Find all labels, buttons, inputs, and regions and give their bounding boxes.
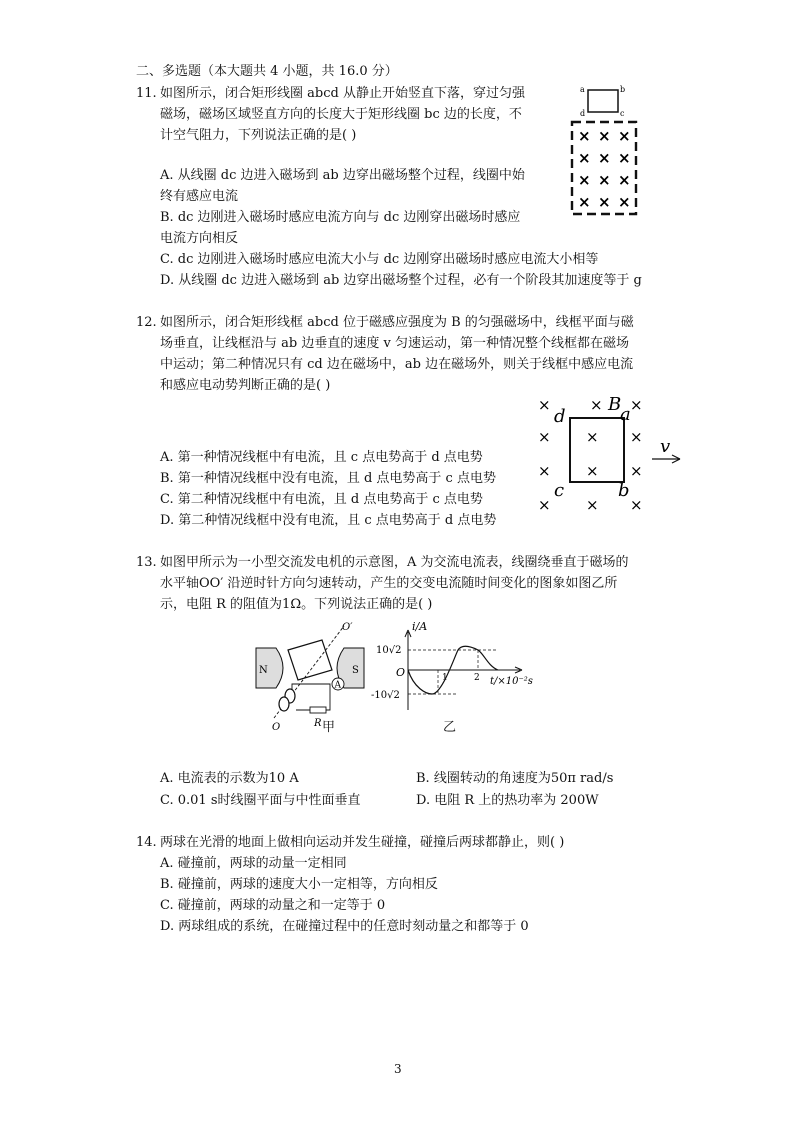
question-12-stem-line-3: 中运动；第二种情况只有 cd 边在磁场中，ab 边在磁场外，则关于线框中感应电流	[160, 357, 634, 372]
question-11-stem-line-3: 计空气阻力，下列说法正确的是( )	[160, 128, 357, 143]
question-14-stem: 两球在光滑的地面上做相向运动并发生碰撞，碰撞后两球都静止，则( )	[160, 835, 565, 850]
field-mark: ×	[618, 149, 631, 167]
question-11-stem-line-1: 如图所示，闭合矩形线圈 abcd 从静止开始竖直下落，穿过匀强	[160, 86, 525, 101]
origin-label: O	[396, 666, 406, 679]
coil	[288, 640, 332, 680]
field-mark: ×	[590, 396, 603, 414]
question-13-option-b: B. 线圈转动的角速度为50π rad/s	[416, 771, 614, 786]
field-mark: ×	[630, 428, 643, 446]
question-12-option-d: D. 第二种情况线框中没有电流，且 c 点电势高于 d 点电势	[160, 513, 497, 528]
label-b: b	[618, 480, 630, 501]
field-mark: ×	[598, 171, 611, 189]
axis-label-o-prime: O′	[342, 622, 353, 633]
label-d: d	[554, 406, 566, 427]
field-mark: ×	[630, 462, 643, 480]
field-mark: ×	[538, 462, 551, 480]
resistor	[310, 707, 326, 713]
field-mark: ×	[578, 149, 591, 167]
question-11-option-a-line-1: A. 从线圈 dc 边进入磁场到 ab 边穿出磁场整个过程，线圈中始	[160, 168, 525, 183]
question-13-stem-line-3: 示，电阻 R 的阻值为1Ω。下列说法正确的是( )	[160, 597, 433, 612]
magnet-n-label: N	[259, 665, 268, 676]
question-13-stem-line-2: 水平轴OO′ 沿逆时针方向匀速转动，产生的交变电流随时间变化的图象如图乙所	[160, 576, 618, 591]
question-13-stem-line-1: 如图甲所示为一小型交流发电机的示意图，A 为交流电流表，线圈绕垂直于磁场的	[160, 555, 629, 570]
section-header: 二、多选题（本大题共 4 小题，共 16.0 分）	[136, 64, 398, 79]
label-B: B	[608, 394, 622, 415]
question-11-option-b-line-2: 电流方向相反	[160, 231, 239, 246]
field-mark: ×	[586, 428, 599, 446]
field-mark: ×	[538, 428, 551, 446]
question-13-figure-yi	[370, 618, 545, 718]
question-11-option-b-line-1: B. dc 边刚进入磁场时感应电流方向与 dc 边刚穿出磁场时感应	[160, 210, 521, 225]
question-14-option-c: C. 碰撞前，两球的动量之和一定等于 0	[160, 898, 386, 913]
label-v: v	[660, 436, 671, 457]
question-12-figure	[530, 392, 690, 522]
coil-label-c: c	[620, 109, 625, 118]
question-14-option-b: B. 碰撞前，两球的速度大小一定相等，方向相反	[160, 877, 438, 892]
question-13-figure-jia	[250, 618, 370, 738]
question-11-option-d: D. 从线圈 dc 边进入磁场到 ab 边穿出磁场整个过程，必有一个阶段其加速度等于 g	[160, 273, 642, 288]
field-mark: ×	[598, 127, 611, 145]
coil-label-a: a	[580, 85, 585, 94]
magnet-s-label: S	[352, 665, 359, 676]
resistor-label: R	[314, 718, 322, 729]
question-11-option-a-line-2: 终有感应电流	[160, 189, 239, 204]
coil-rectangle	[588, 90, 618, 112]
question-11-number: 11.	[136, 86, 157, 101]
y-tick-bottom: -10√2	[371, 690, 400, 701]
question-13-option-d: D. 电阻 R 上的热功率为 200W	[416, 793, 599, 808]
label-a: a	[620, 404, 631, 425]
axis-label-o: O	[272, 722, 281, 733]
field-mark: ×	[538, 496, 551, 514]
coil-label-d: d	[580, 109, 586, 118]
question-11-figure	[566, 82, 656, 222]
x-axis-label: t/×10⁻²s	[490, 676, 533, 687]
field-mark: ×	[586, 462, 599, 480]
question-12-stem-line-1: 如图所示，闭合矩形线框 abcd 位于磁感应强度为 B 的匀强磁场中，线框平面与磁	[160, 315, 634, 330]
question-12-option-b: B. 第一种情况线框中没有电流，且 d 点电势高于 c 点电势	[160, 471, 496, 486]
question-12-option-c: C. 第二种情况线框中有电流，且 d 点电势高于 c 点电势	[160, 492, 483, 507]
field-mark: ×	[618, 171, 631, 189]
slip-ring-2	[279, 697, 289, 711]
page-number: 3	[394, 1062, 402, 1076]
question-12-stem-line-4: 和感应电动势判断正确的是( )	[160, 378, 331, 393]
field-mark: ×	[618, 193, 631, 211]
field-mark: ×	[618, 127, 631, 145]
question-12-number: 12.	[136, 315, 157, 330]
x-tick-2: 2	[474, 673, 480, 683]
figure-caption-yi: 乙	[443, 720, 457, 735]
question-14-number: 14.	[136, 835, 157, 850]
question-13-option-a: A. 电流表的示数为10 A	[160, 771, 299, 786]
x-tick-1: 1	[442, 673, 448, 683]
question-12-stem-line-2: 场垂直，让线框沿与 ab 边垂直的速度 v 匀速运动，第一种情况整个线框都在磁场	[160, 336, 629, 351]
y-axis-label: i/A	[412, 620, 428, 633]
y-tick-top: 10√2	[376, 645, 402, 656]
field-mark: ×	[578, 193, 591, 211]
field-mark: ×	[578, 127, 591, 145]
field-mark: ×	[598, 149, 611, 167]
question-11-option-c: C. dc 边刚进入磁场时感应电流大小与 dc 边刚穿出磁场时感应电流大小相等	[160, 252, 599, 267]
label-c: c	[554, 480, 565, 501]
question-14-option-a: A. 碰撞前，两球的动量一定相同	[160, 856, 347, 871]
question-14-option-d: D. 两球组成的系统，在碰撞过程中的任意时刻动量之和都等于 0	[160, 919, 529, 934]
field-mark: ×	[630, 396, 643, 414]
question-11-stem-line-2: 磁场，磁场区域竖直方向的长度大于矩形线圈 bc 边的长度，不	[160, 107, 522, 122]
field-mark: ×	[598, 193, 611, 211]
question-13-number: 13.	[136, 555, 157, 570]
field-mark: ×	[578, 171, 591, 189]
field-mark: ×	[630, 496, 643, 514]
coil-label-b: b	[620, 85, 626, 94]
figure-caption-jia: 甲	[322, 720, 336, 735]
field-mark: ×	[538, 396, 551, 414]
field-marks	[578, 127, 631, 211]
ammeter-label: A	[334, 680, 341, 691]
field-mark: ×	[586, 496, 599, 514]
question-12-option-a: A. 第一种情况线框中有电流，且 c 点电势高于 d 点电势	[160, 450, 483, 465]
external-circuit	[292, 684, 330, 710]
question-13-option-c: C. 0.01 s时线圈平面与中性面垂直	[160, 793, 361, 808]
